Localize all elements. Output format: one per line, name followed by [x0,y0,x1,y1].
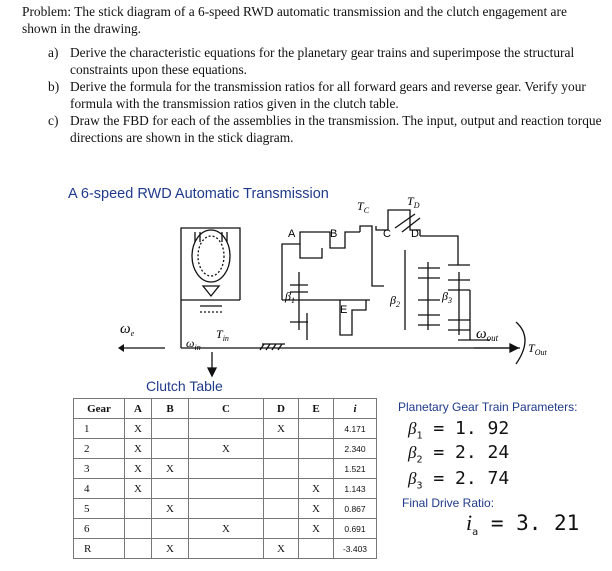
clutch-c-label: C [383,228,391,240]
clutch-a-cell: X [125,479,152,499]
tc-label: $T_C$ [357,199,370,215]
col-c: C [189,399,264,419]
clutch-e-cell [299,419,334,439]
clutch-a-cell: X [125,419,152,439]
clutch-a-cell [125,499,152,519]
clutch-b-label: B [330,228,338,240]
gear-cell: 3 [74,459,125,479]
table-row [74,479,377,499]
beta3-label: $\beta_3$ [442,289,452,305]
clutch-b-cell: X [152,459,189,479]
clutch-c-cell [189,419,264,439]
table-row [74,459,377,479]
clutch-table-body [74,419,377,559]
problem-item-a: a) Derive the characteristic equations for the planetary gear trains and superimpose the structural constraints upon these equations. [48,45,575,77]
clutch-e-cell [299,439,334,459]
clutch-e-cell: X [299,499,334,519]
gear-cell: 2 [74,439,125,459]
beta2-value: $\beta_2 = 2$. 24 [408,442,510,466]
clutch-d-label: D [411,228,419,240]
stick-diagram [0,190,612,380]
clutch-b-cell [152,419,189,439]
ratio-cell: 4.171 [334,419,377,439]
problem-item-c: c) Draw the FBD for each of the assemblies in the transmission. The input, output and reaction torque directions are shown in the stick diagram. [48,113,602,145]
problem-item-b: b) Derive the formula for the transmission ratios for all forward gears and reverse gear. Verify your formula with the transmission ratios given in the clutch table. [48,79,586,111]
clutch-e-cell [299,459,334,479]
ratio-cell: -3.403 [334,539,377,559]
beta1-label: $\beta_1$ [285,289,295,305]
clutch-a-cell: X [125,459,152,479]
clutch-a-cell [125,519,152,539]
beta3-value: $\beta_3 = 2$. 74 [408,468,510,492]
table-row [74,439,377,459]
clutch-c-cell [189,459,264,479]
clutch-d-cell [264,479,299,499]
gear-cell: 1 [74,419,125,439]
ratio-cell: 1.143 [334,479,377,499]
pump-wedge [203,286,219,296]
table-row [74,519,377,539]
col-d: D [264,399,299,419]
clutch-table-title: Clutch Table [146,378,223,394]
omega-in-label: $\omega_{in}$ [186,336,201,352]
omega-out-label: $\omega_{out}$ [476,326,499,343]
tin-label: $T_{in}$ [216,327,229,343]
clutch-b-cell [152,439,189,459]
clutch-e-label: E [340,304,348,316]
table-row [74,539,377,559]
clutch-d-cell [264,459,299,479]
clutch-d-cell: X [264,419,299,439]
omega-e-label: $\omega_e$ [120,321,135,338]
ratio-cell: 0.867 [334,499,377,519]
clutch-d-cell: X [264,539,299,559]
parameters-title: Planetary Gear Train Parameters: [398,400,578,414]
col-gear: Gear [74,399,125,419]
gear-cell: 6 [74,519,125,539]
clutch-c-cell [189,539,264,559]
clutch-table [73,398,377,559]
problem-items [22,45,602,146]
td-label: $T_D$ [407,194,420,210]
ratio-cell: 0.691 [334,519,377,539]
col-a: A [125,399,152,419]
output-torque-arc [516,322,525,364]
col-e: E [299,399,334,419]
problem-statement [22,4,602,147]
table-row [74,419,377,439]
clutch-c-cell [189,499,264,519]
final-drive-title: Final Drive Ratio: [402,496,495,510]
clutch-a-cell: X [125,439,152,459]
table-row [74,499,377,519]
clutch-e-cell: X [299,519,334,539]
clutch-b-cell: X [152,539,189,559]
col-ratio: i [334,399,377,419]
col-b: B [152,399,189,419]
clutch-b-cell: X [152,499,189,519]
final-drive-value: $i_a = 3$. 21 [466,510,580,539]
clutch-a-cell [125,539,152,559]
clutch-a-label: A [288,228,296,240]
clutch-b-cell [152,519,189,539]
beta1-value: $\beta_1 = 1$. 92 [408,418,510,442]
ratio-cell: 1.521 [334,459,377,479]
tout-label: $T_{Out}$ [528,341,547,357]
clutch-e-cell [299,539,334,559]
clutch-d-cell [264,499,299,519]
problem-intro: Problem: The stick diagram of a 6-speed RWD automatic transmission and the clutch engagement are shown in the drawing. [22,4,567,36]
clutch-e-cell: X [299,479,334,499]
clutch-d-cell [264,519,299,539]
parameters-panel [398,400,580,539]
gear-cell: R [74,539,125,559]
beta2-label: $\beta_2$ [390,293,400,309]
gear-cell: 4 [74,479,125,499]
clutch-c-cell: X [189,519,264,539]
clutch-c-cell: X [189,439,264,459]
clutch-b-cell [152,479,189,499]
converter-housing [181,228,240,300]
gear-cell: 5 [74,499,125,519]
figure-title: A 6-speed RWD Automatic Transmission [68,186,329,202]
clutch-c-cell [189,479,264,499]
clutch-d-cell [264,439,299,459]
ratio-cell: 2.340 [334,439,377,459]
